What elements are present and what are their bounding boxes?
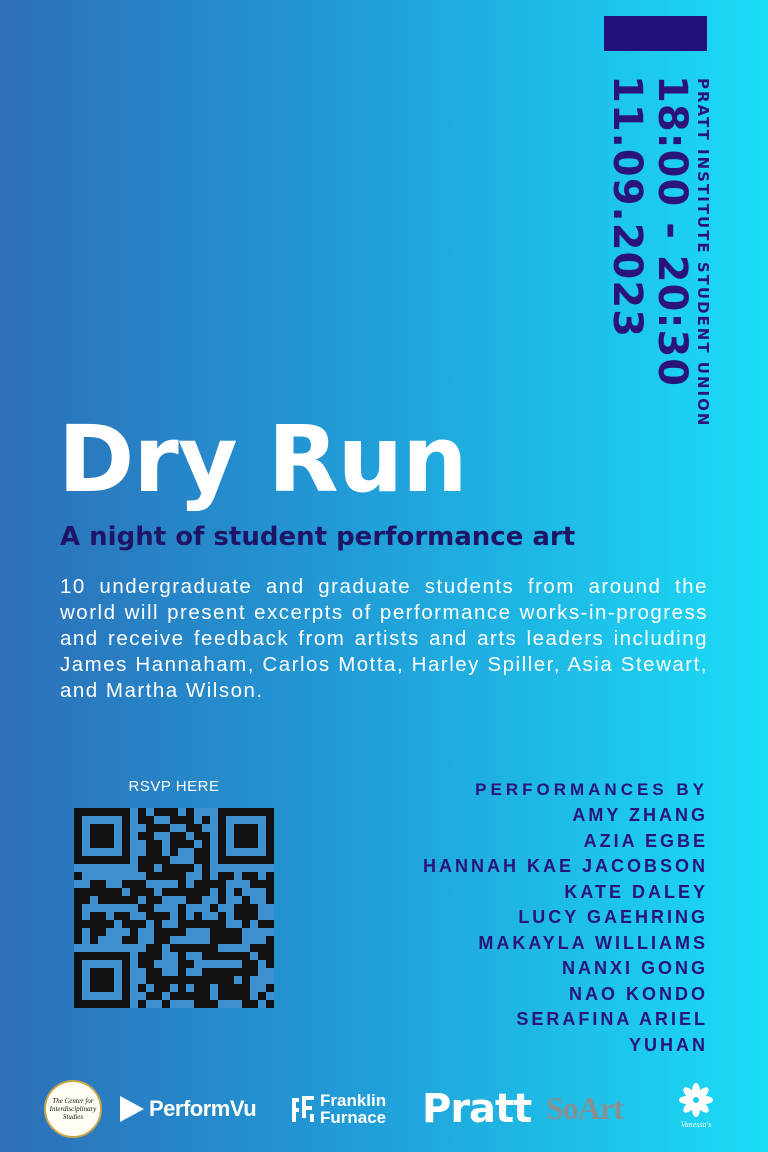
performer-name: HANNAH KAE JACOBSON [422, 856, 708, 876]
performer-name: YUHAN [628, 1034, 708, 1055]
performer-name: AZIA EGBE [583, 830, 708, 851]
performer-name: NAO KONDO [569, 983, 708, 1004]
poster-title: Dry Run [58, 406, 467, 513]
performer-name: KATE DALEY [564, 881, 708, 902]
performers-heading: PERFORMANCES BY [475, 780, 708, 799]
sponsor-logos [0, 1080, 768, 1148]
performer-name: SERAFINA ARIEL [516, 1009, 708, 1029]
qr-code-icon[interactable] [74, 808, 274, 1008]
performer-name: LUCY GAEHRING [518, 907, 708, 927]
soart-logo: SoArt [546, 1090, 623, 1126]
flower-icon [678, 1082, 714, 1118]
performvu-logo-text: PerformVu [149, 1096, 257, 1121]
franklin-line-1: Franklin [320, 1091, 387, 1110]
performer-name: AMY ZHANG [572, 805, 708, 825]
performers-list [288, 778, 708, 1058]
franklin-furnace-logo [290, 1092, 386, 1126]
top-accent-bar [604, 16, 707, 51]
franklin-furnace-mark-icon [290, 1094, 316, 1124]
cis-logo-text: The Center for Interdisciplinary Studies [49, 1097, 97, 1121]
franklin-line-2: Furnace [320, 1108, 387, 1127]
event-description: 10 undergraduate and graduate students from around the world will present excerpts of performance works-in-progress and receive feedback from artists and arts leaders including James Hannaham, Carlos Motta, Harley Spiller, Asia Stewart, and Martha Wilson. [60, 575, 708, 702]
performvu-logo [120, 1096, 256, 1122]
performer-name: MAKAYLA WILLIAMS [478, 932, 708, 953]
rsvp-label: RSVP HERE [128, 778, 220, 795]
play-icon [120, 1096, 144, 1122]
cis-logo [44, 1080, 102, 1138]
event-time: 18:00 - 20:30 [649, 75, 695, 388]
event-date: 11.09.2023 [604, 75, 650, 339]
event-venue: PRATT INSTITUTE STUDENT UNION [694, 78, 712, 428]
vanessas-logo [676, 1082, 716, 1129]
pratt-logo: Pratt [422, 1086, 532, 1132]
poster-subtitle: A night of student performance art [60, 522, 576, 552]
vanessas-logo-text: Vanessa's [680, 1120, 712, 1129]
performer-name: NANXI GONG [561, 958, 708, 978]
